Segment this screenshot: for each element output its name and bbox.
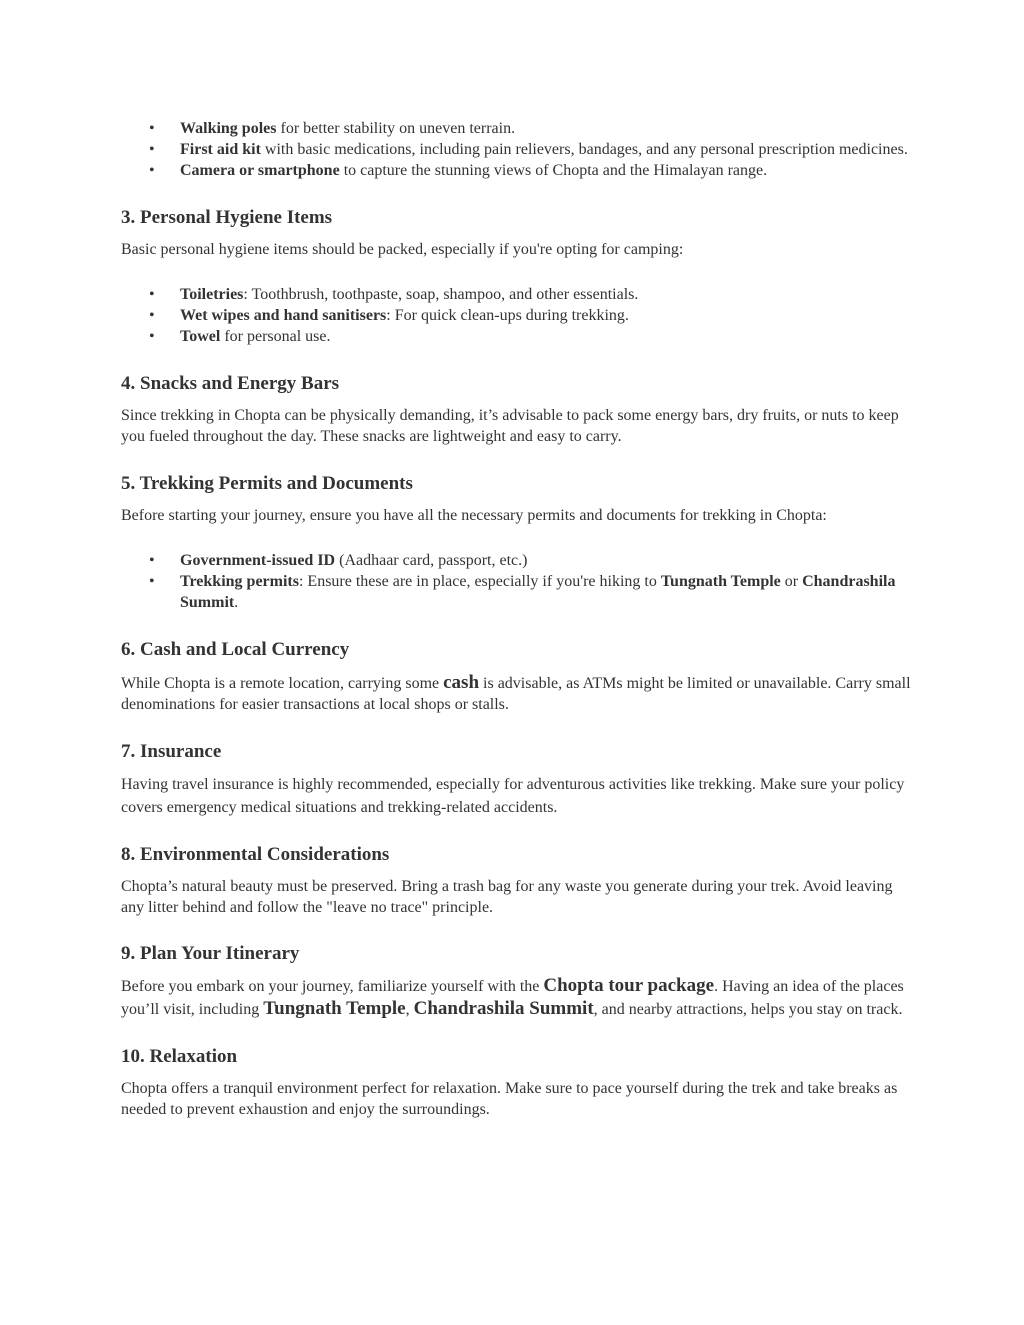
hygiene-list xyxy=(121,284,911,347)
gear-list xyxy=(121,118,911,181)
item-title: Walking poles xyxy=(180,120,277,137)
section-paragraph: Chopta offers a tranquil environment perfect for relaxation. Make sure to pace yourself during the trek and take breaks as needed to prevent exhaustion and enjoy the surroundings. xyxy=(121,1080,898,1118)
section-heading-hygiene: 3. Personal Hygiene Items xyxy=(121,207,333,228)
section-heading-snacks: 4. Snacks and Energy Bars xyxy=(121,373,340,394)
paragraph-text: While Chopta is a remote location, carrying some xyxy=(121,675,444,692)
cash-emphasis: cash xyxy=(443,672,480,693)
item-text: : Toothbrush, toothpaste, soap, shampoo, and other essentials. xyxy=(243,286,639,303)
item-text: . xyxy=(234,594,239,611)
item-text: for better stability on uneven terrain. xyxy=(276,120,516,137)
item-title: Trekking permits xyxy=(180,573,299,590)
item-title: First aid kit xyxy=(180,141,261,158)
chopta-tour-package-link[interactable]: Chopta tour package xyxy=(543,975,715,996)
list-item xyxy=(121,326,911,347)
item-text: to capture the stunning views of Chopta and the Himalayan range. xyxy=(339,162,768,179)
item-title: Government-issued ID xyxy=(180,552,336,569)
list-item xyxy=(121,571,911,613)
section-paragraph: Since trekking in Chopta can be physically demanding, it’s advisable to pack some energy bars, dry fruits, or nuts to keep you fueled throughout the day. These snacks are lightweight and easy to carry. xyxy=(121,407,899,445)
item-title: Wet wipes and hand sanitisers xyxy=(180,307,387,324)
list-item xyxy=(121,160,911,181)
item-text: or xyxy=(780,573,803,590)
section-heading-environment: 8. Environmental Considerations xyxy=(121,844,390,865)
item-text: for personal use. xyxy=(220,328,331,345)
list-item xyxy=(121,284,911,305)
section-intro: Basic personal hygiene items should be packed, especially if you're opting for camping: xyxy=(121,241,684,258)
list-item xyxy=(121,139,911,160)
tungnath-temple-link[interactable]: Tungnath Temple xyxy=(263,998,406,1019)
document-page xyxy=(121,118,911,1120)
documents-list xyxy=(121,550,911,613)
section-heading-itinerary: 9. Plan Your Itinerary xyxy=(121,943,300,964)
item-text: (Aadhaar card, passport, etc.) xyxy=(335,552,528,569)
paragraph-text: . Having an idea of the places you’ll visit, including xyxy=(121,978,904,1018)
paragraph-text: is advisable, as ATMs might be limited or unavailable. Carry small denominations for easier transactions at local shops or stalls. xyxy=(121,675,911,713)
chandrashila-summit-link[interactable]: Chandrashila Summit xyxy=(180,573,896,611)
section-paragraph: Chopta’s natural beauty must be preserved. Bring a trash bag for any waste you generate during your trek. Avoid leaving any litter behind and follow the "leave no trace" principle. xyxy=(121,878,893,916)
section-heading-permits: 5. Trekking Permits and Documents xyxy=(121,473,413,494)
section-heading-relaxation: 10. Relaxation xyxy=(121,1046,238,1067)
section-intro: Before starting your journey, ensure you have all the necessary permits and documents for trekking in Chopta: xyxy=(121,507,827,524)
section-heading-cash: 6. Cash and Local Currency xyxy=(121,639,350,660)
list-item xyxy=(121,550,911,571)
section-paragraph xyxy=(121,975,911,1021)
item-title: Towel xyxy=(180,328,221,345)
tungnath-temple-link[interactable]: Tungnath Temple xyxy=(660,573,781,590)
item-title: Toiletries xyxy=(180,286,244,303)
list-item xyxy=(121,305,911,326)
list-item xyxy=(121,118,911,139)
item-text: : For quick clean-ups during trekking. xyxy=(386,307,629,324)
paragraph-text: , xyxy=(405,1001,414,1018)
section-paragraph xyxy=(121,672,911,715)
item-text: with basic medications, including pain relievers, bandages, and any personal prescription medicines. xyxy=(260,141,908,158)
section-heading-insurance: 7. Insurance xyxy=(121,741,222,762)
paragraph-text: Before you embark on your journey, familiarize yourself with the xyxy=(121,978,544,995)
item-text: : Ensure these are in place, especially if you're hiking to xyxy=(298,573,661,590)
item-title: Camera or smartphone xyxy=(180,162,340,179)
chandrashila-summit-link[interactable]: Chandrashila Summit xyxy=(413,998,594,1019)
paragraph-text: , and nearby attractions, helps you stay on track. xyxy=(593,1001,903,1018)
section-paragraph: Having travel insurance is highly recommended, especially for adventurous activities like trekking. Make sure your policy covers emergency medical situations and trekking-related accidents. xyxy=(121,776,905,816)
